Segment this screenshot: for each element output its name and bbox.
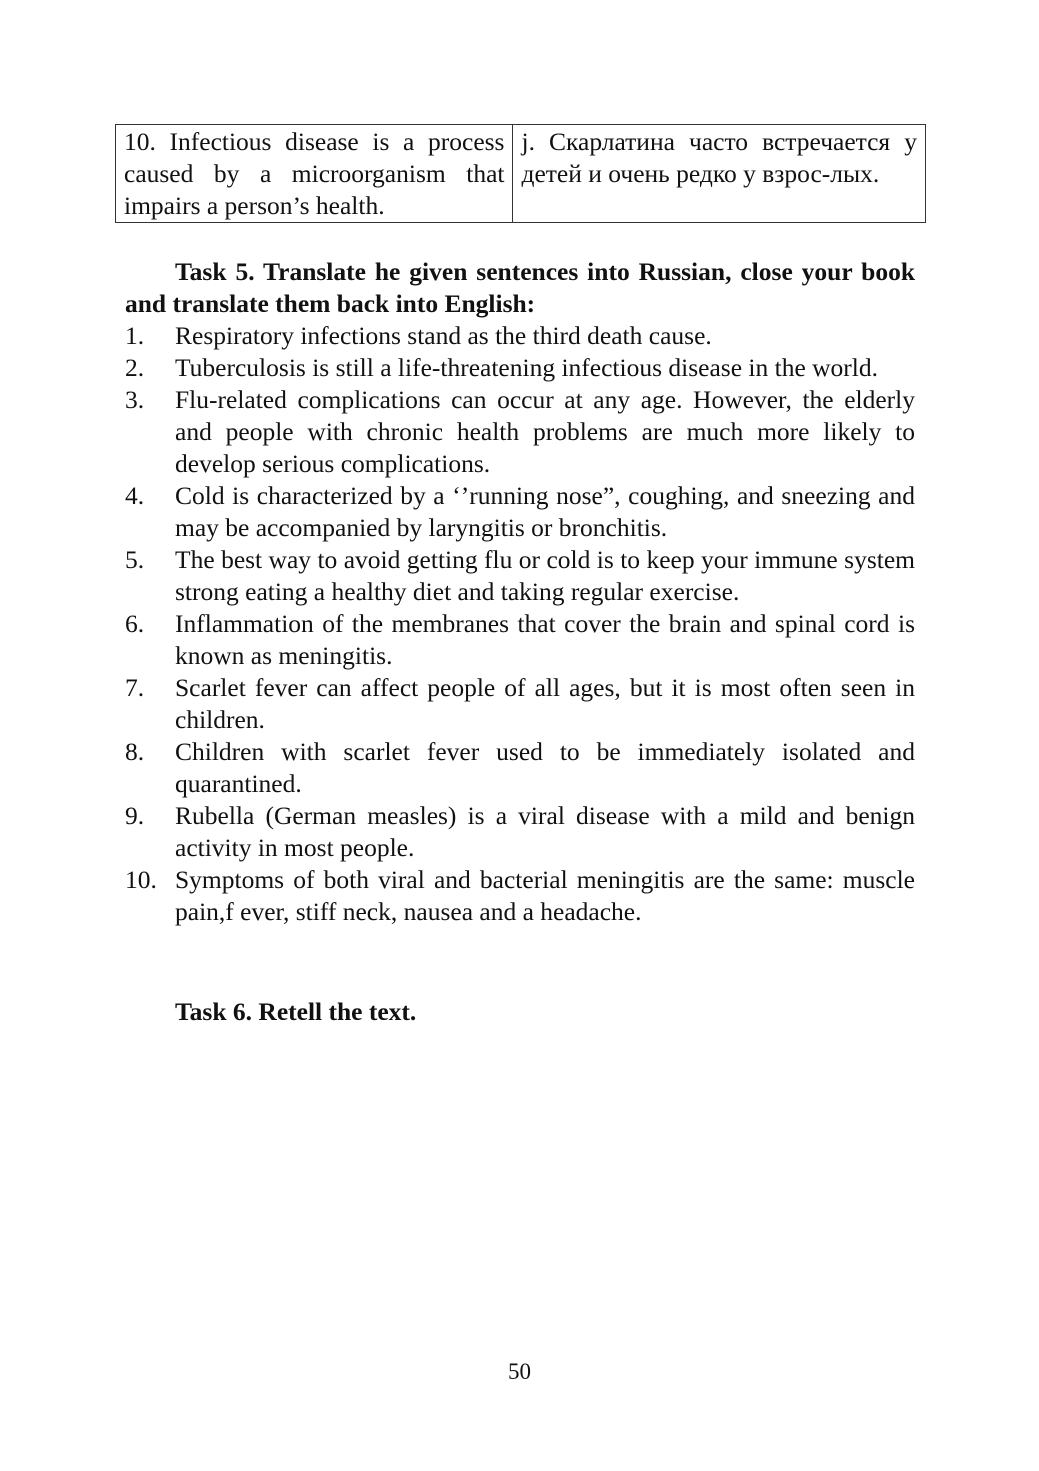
list-item [125, 800, 915, 864]
list-item [125, 480, 915, 544]
list-item-number: 10. [125, 865, 157, 894]
task5-sentence-list [125, 320, 915, 928]
list-item [125, 608, 915, 672]
list-item-text: Respiratory infections stand as the third death cause. [175, 321, 712, 350]
list-item-text: Tuberculosis is still a life-threatening infectious disease in the world. [175, 353, 879, 382]
matching-table [115, 124, 926, 223]
list-item-text: Flu-related complications can occur at any age. However, the elderly and people with chronic health problems are much more likely to develop serious complications. [175, 385, 915, 478]
list-item-number: 2. [125, 353, 145, 382]
list-item [125, 544, 915, 608]
list-item [125, 672, 915, 736]
list-item-text: Children with scarlet fever used to be immediately isolated and quarantined. [175, 737, 915, 798]
list-item-text: Cold is characterized by a ‘’running nose”, coughing, and sneezing and may be accompanied by laryngitis or bronchitis. [175, 481, 915, 542]
list-item-number: 3. [125, 385, 145, 414]
table-cell-english: 10. Infectious disease is a process caused by a microorganism that impairs a person’s health. [116, 125, 513, 223]
list-item-text: Rubella (German measles) is a viral disease with a mild and benign activity in most people. [175, 801, 915, 862]
list-item-text: Scarlet fever can affect people of all ages, but it is most often seen in children. [175, 673, 915, 734]
list-item-number: 6. [125, 609, 145, 638]
list-item-number: 1. [125, 321, 145, 350]
list-item [125, 352, 915, 384]
list-item-number: 4. [125, 481, 145, 510]
table-cell-russian: j. Скарлатина часто встречается у детей и очень редко у взрос-лых. [513, 125, 926, 223]
task5-heading: Task 5. Translate he given sentences into Russian, close your book and translate them back into English: [125, 257, 915, 318]
list-item-number: 9. [125, 801, 145, 830]
list-item [125, 736, 915, 800]
page-number: 50 [508, 1359, 531, 1384]
task6-heading: Task 6. Retell the text. [175, 997, 417, 1026]
list-item-text: Inflammation of the membranes that cover the brain and spinal cord is known as meningitis. [175, 609, 915, 670]
list-item [125, 384, 915, 480]
list-item [125, 320, 915, 352]
list-item [125, 864, 915, 928]
list-item-number: 7. [125, 673, 145, 702]
table-row [116, 125, 926, 223]
list-item-text: Symptoms of both viral and bacterial meningitis are the same: muscle pain,f ever, stiff neck, nausea and a headache. [175, 865, 915, 926]
list-item-text: The best way to avoid getting flu or cold is to keep your immune system strong eating a healthy diet and taking regular exercise. [175, 545, 915, 606]
list-item-number: 8. [125, 737, 145, 766]
list-item-number: 5. [125, 545, 145, 574]
